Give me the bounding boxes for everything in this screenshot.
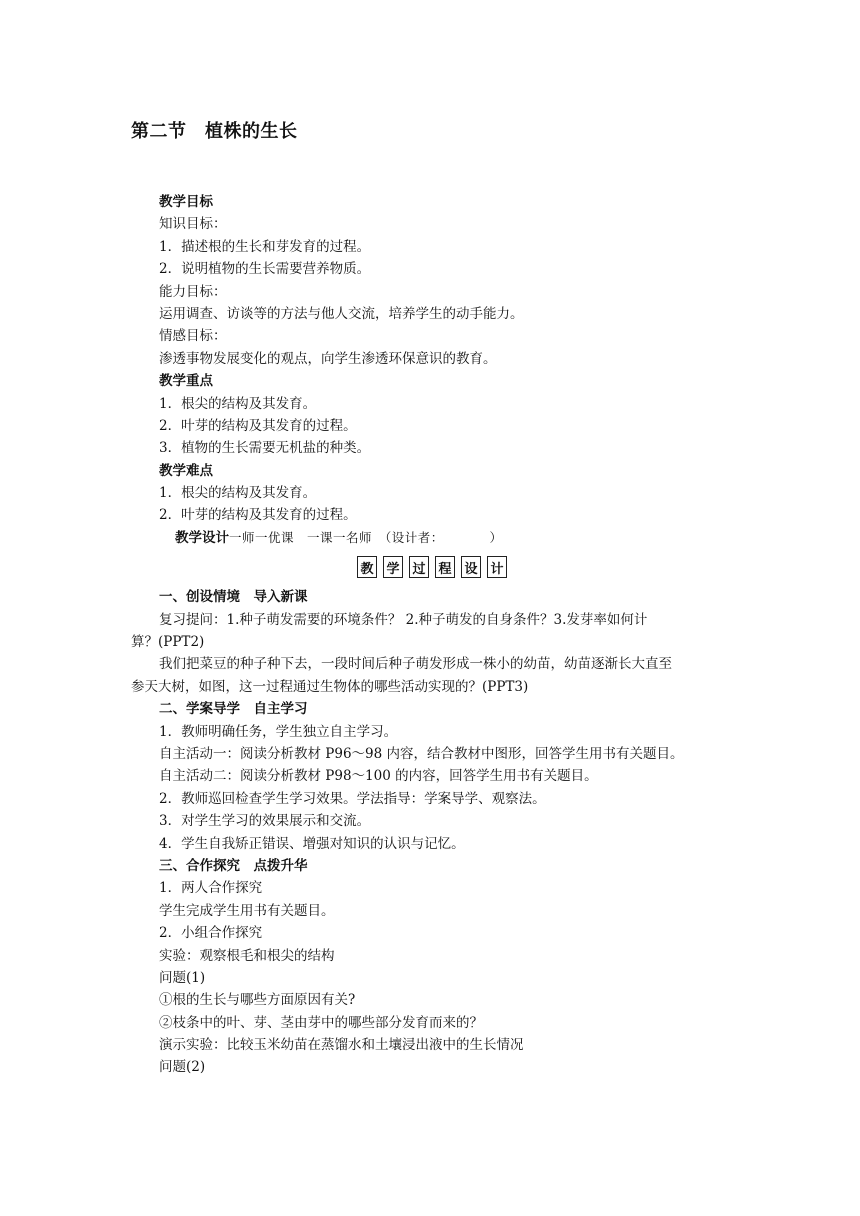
process-char-box: 设: [461, 556, 481, 578]
process-title-boxes: [131, 552, 733, 582]
knowledge-label: 知识目标：: [159, 216, 227, 233]
paragraph-line: ②枝条中的叶、芽、茎由芽中的哪些部分发育而来的？: [159, 1014, 483, 1031]
section-heading: 二、学案导学 自主学习: [159, 701, 308, 718]
document-body: [131, 191, 733, 1079]
process-char-box: 计: [487, 556, 507, 578]
paragraph-line: 4．学生自我矫正错误、增强对知识的认识与记忆。: [159, 835, 465, 852]
design-line: [131, 527, 733, 549]
paragraph-line: 实验：观察根毛和根尖的结构: [159, 947, 335, 964]
section-heading: 一、创设情境 导入新课: [159, 589, 308, 606]
difficult-points-heading: 教学难点: [159, 462, 213, 479]
paragraph-line: 2．教师巡回检查学生学习效果。学法指导：学案导学、观察法。: [159, 790, 546, 807]
paragraph-line: 学生完成学生用书有关题目。: [159, 902, 335, 919]
paragraph-line: 我们把菜豆的种子种下去，一段时间后种子萌发形成一株小的幼苗，幼苗逐渐长大直至: [159, 656, 672, 673]
page-title: 第二节 植株的生长: [131, 121, 298, 142]
paragraph-line: 1．教师明确任务，学生独立自主学习。: [159, 723, 398, 740]
ability-text: 运用调查、访谈等的方法与他人交流，培养学生的动手能力。: [159, 305, 524, 322]
design-heading: 教学设计: [175, 529, 229, 546]
ability-label: 能力目标：: [159, 283, 227, 300]
process-char-box: 程: [435, 556, 455, 578]
paragraph-line: 复习提问：1.种子萌发需要的环境条件？ 2.种子萌发的自身条件？3.发芽率如何计: [159, 611, 648, 628]
paragraph-line: 算？(PPT2): [131, 634, 205, 651]
process-char-box: 过: [409, 556, 429, 578]
paragraph-line: 问题(1): [159, 969, 206, 986]
emotion-text: 渗透事物发展变化的观点，向学生渗透环保意识的教育。: [159, 350, 497, 367]
paragraph-line: 1．两人合作探究: [159, 880, 263, 897]
knowledge-item: 2．说明植物的生长需要营养物质。: [159, 261, 371, 278]
paragraph-line: 演示实验：比较玉米幼苗在蒸馏水和土壤浸出液中的生长情况: [159, 1037, 524, 1054]
paragraph-line: 2．小组合作探究: [159, 925, 263, 942]
knowledge-item: 1．描述根的生长和芽发育的过程。: [159, 238, 371, 255]
design-subtitle: 一师一优课 一课一名师 （设计者： ）: [229, 529, 503, 545]
process-char-box: 教: [357, 556, 377, 578]
emotion-label: 情感目标：: [159, 328, 227, 345]
paragraph-line: 3．对学生学习的效果展示和交流。: [159, 813, 371, 830]
difficult-point-item: 1．根尖的结构及其发育。: [159, 485, 317, 502]
key-point-item: 1．根尖的结构及其发育。: [159, 395, 317, 412]
paragraph-line: ①根的生长与哪些方面原因有关?: [159, 992, 356, 1009]
process-char-box: 学: [383, 556, 403, 578]
key-points-heading: 教学重点: [159, 373, 213, 390]
paragraph-line: 问题(2): [159, 1059, 206, 1076]
objectives-heading: 教学目标: [159, 194, 213, 210]
paragraph-line: 自主活动二：阅读分析教材 P98～100 的内容，回答学生用书有关题目。: [159, 768, 598, 785]
paragraph-line: 参天大树，如图，这一过程通过生物体的哪些活动实现的？(PPT3): [131, 678, 529, 695]
difficult-point-item: 2．叶芽的结构及其发育的过程。: [159, 507, 357, 524]
section-heading: 三、合作探究 点拨升华: [159, 857, 308, 874]
paragraph-line: 自主活动一：阅读分析教材 P96～98 内容，结合教材中图形，回答学生用书有关题目。: [159, 745, 684, 762]
key-point-item: 2．叶芽的结构及其发育的过程。: [159, 417, 357, 434]
key-point-item: 3．植物的生长需要无机盐的种类。: [159, 440, 371, 457]
